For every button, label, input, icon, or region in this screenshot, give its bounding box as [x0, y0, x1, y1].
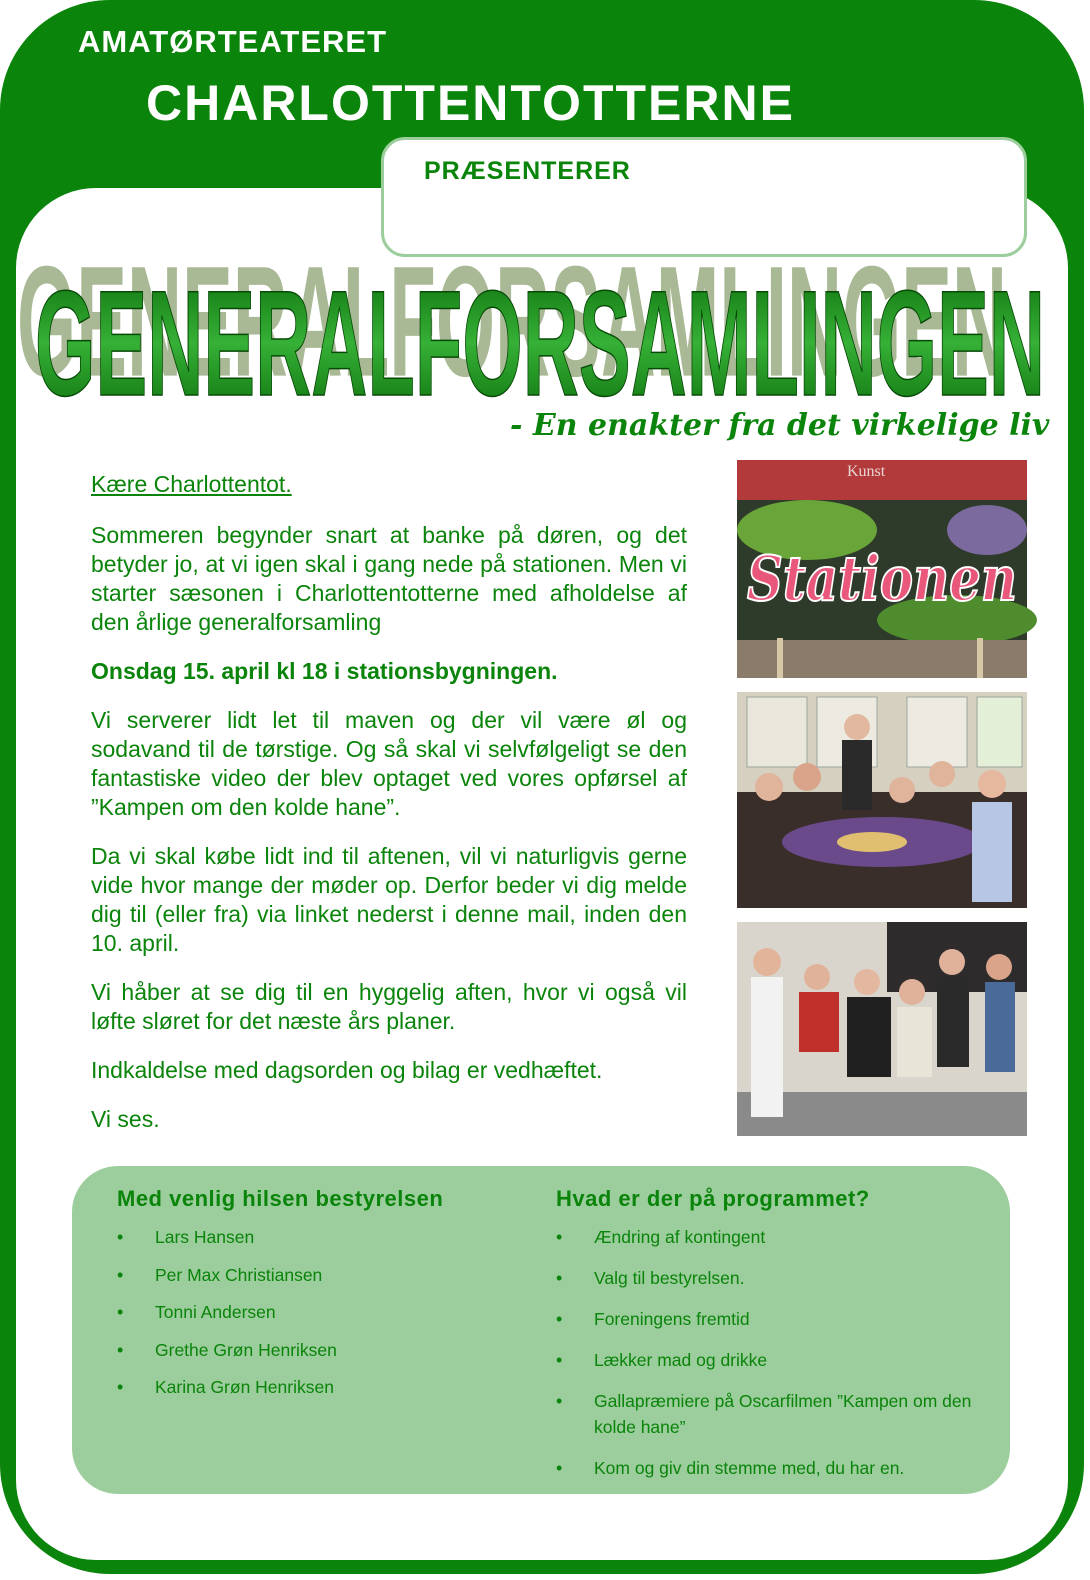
photo-sign-text: Stationen — [747, 542, 1017, 615]
letter-paragraph: Sommeren begynder snart at banke på døren, og det betyder jo, at vi igen skal i gang nede på stationen. Men vi starter sæsonen i Charlottentotterne med afholdelse af den årlige generalforsamling — [91, 522, 687, 635]
letter-closing: Vi ses. — [91, 1106, 160, 1132]
letter-paragraph: Vi håber at se dig til en hyggelig aften, hvor vi også vil løfte sløret for det næste års planer. — [91, 979, 687, 1034]
play-title-wordart — [0, 230, 1090, 430]
program-heading: Hvad er der på programmet? — [556, 1186, 870, 1211]
group-name: CHARLOTTENTOTTERNE — [146, 75, 795, 131]
play-title-shadow: GENERALFORSAMLINGEN — [16, 233, 1007, 410]
presents-label: PRÆSENTERER — [424, 157, 631, 185]
info-panel — [72, 1166, 1010, 1494]
list-item: • Grethe Grøn Henriksen — [117, 1337, 517, 1363]
letter-body — [91, 470, 687, 1154]
board-column — [117, 1186, 517, 1412]
program-column — [556, 1186, 976, 1496]
letter-paragraph: Da vi skal købe lidt ind til aftenen, vil vi naturligvis gerne vide hvor mange der møder op. Derfor beder vi dig melde dig til (eller fra) via linket nederst i denne mail, inden den 10. april. — [91, 843, 687, 956]
photo-actors-group — [737, 922, 1027, 1136]
letter-paragraph: Vi serverer lidt let til maven og der vil være øl og sodavand til de tørstige. Og så skal vi selvfølgeligt se den fantastiske video der blev optaget ved vores opførsel af ”Kampen om den kolde hane”. — [91, 707, 687, 820]
list-item: • Kom og giv din stemme med, du har en. — [556, 1455, 976, 1481]
list-item: • Gallapræmiere på Oscarfilmen ”Kampen om den kolde hane” — [556, 1388, 976, 1440]
letter-paragraph: Indkaldelse med dagsorden og bilag er vedhæftet. — [91, 1057, 603, 1083]
organization-label: AMATØRTEATERET — [78, 24, 388, 59]
photo-graffiti-sign — [737, 460, 1027, 678]
list-item: • Foreningens fremtid — [556, 1306, 976, 1332]
photo-column — [737, 460, 1027, 1150]
list-item: • Lars Hansen — [117, 1224, 517, 1250]
program-item-list — [556, 1224, 976, 1481]
board-member-list — [117, 1224, 517, 1400]
play-title-main: GENERALFORSAMLINGEN — [35, 259, 1045, 427]
list-item: • Karina Grøn Henriksen — [117, 1374, 517, 1400]
photo-actors-table — [737, 692, 1027, 908]
event-date-line: Onsdag 15. april kl 18 i stationsbygningen. — [91, 658, 558, 684]
list-item: • Valg til bestyrelsen. — [556, 1265, 976, 1291]
list-item: • Ændring af kontingent — [556, 1224, 976, 1250]
photo-poster-text: Kunst — [847, 463, 886, 480]
letter-greeting: Kære Charlottentot. — [91, 471, 292, 497]
list-item: • Tonni Andersen — [117, 1299, 517, 1325]
play-subtitle: - En enakter fra det virkelige liv — [510, 408, 1050, 443]
board-heading: Med venlig hilsen bestyrelsen — [117, 1186, 444, 1211]
list-item: • Lækker mad og drikke — [556, 1347, 976, 1373]
list-item: • Per Max Christiansen — [117, 1262, 517, 1288]
